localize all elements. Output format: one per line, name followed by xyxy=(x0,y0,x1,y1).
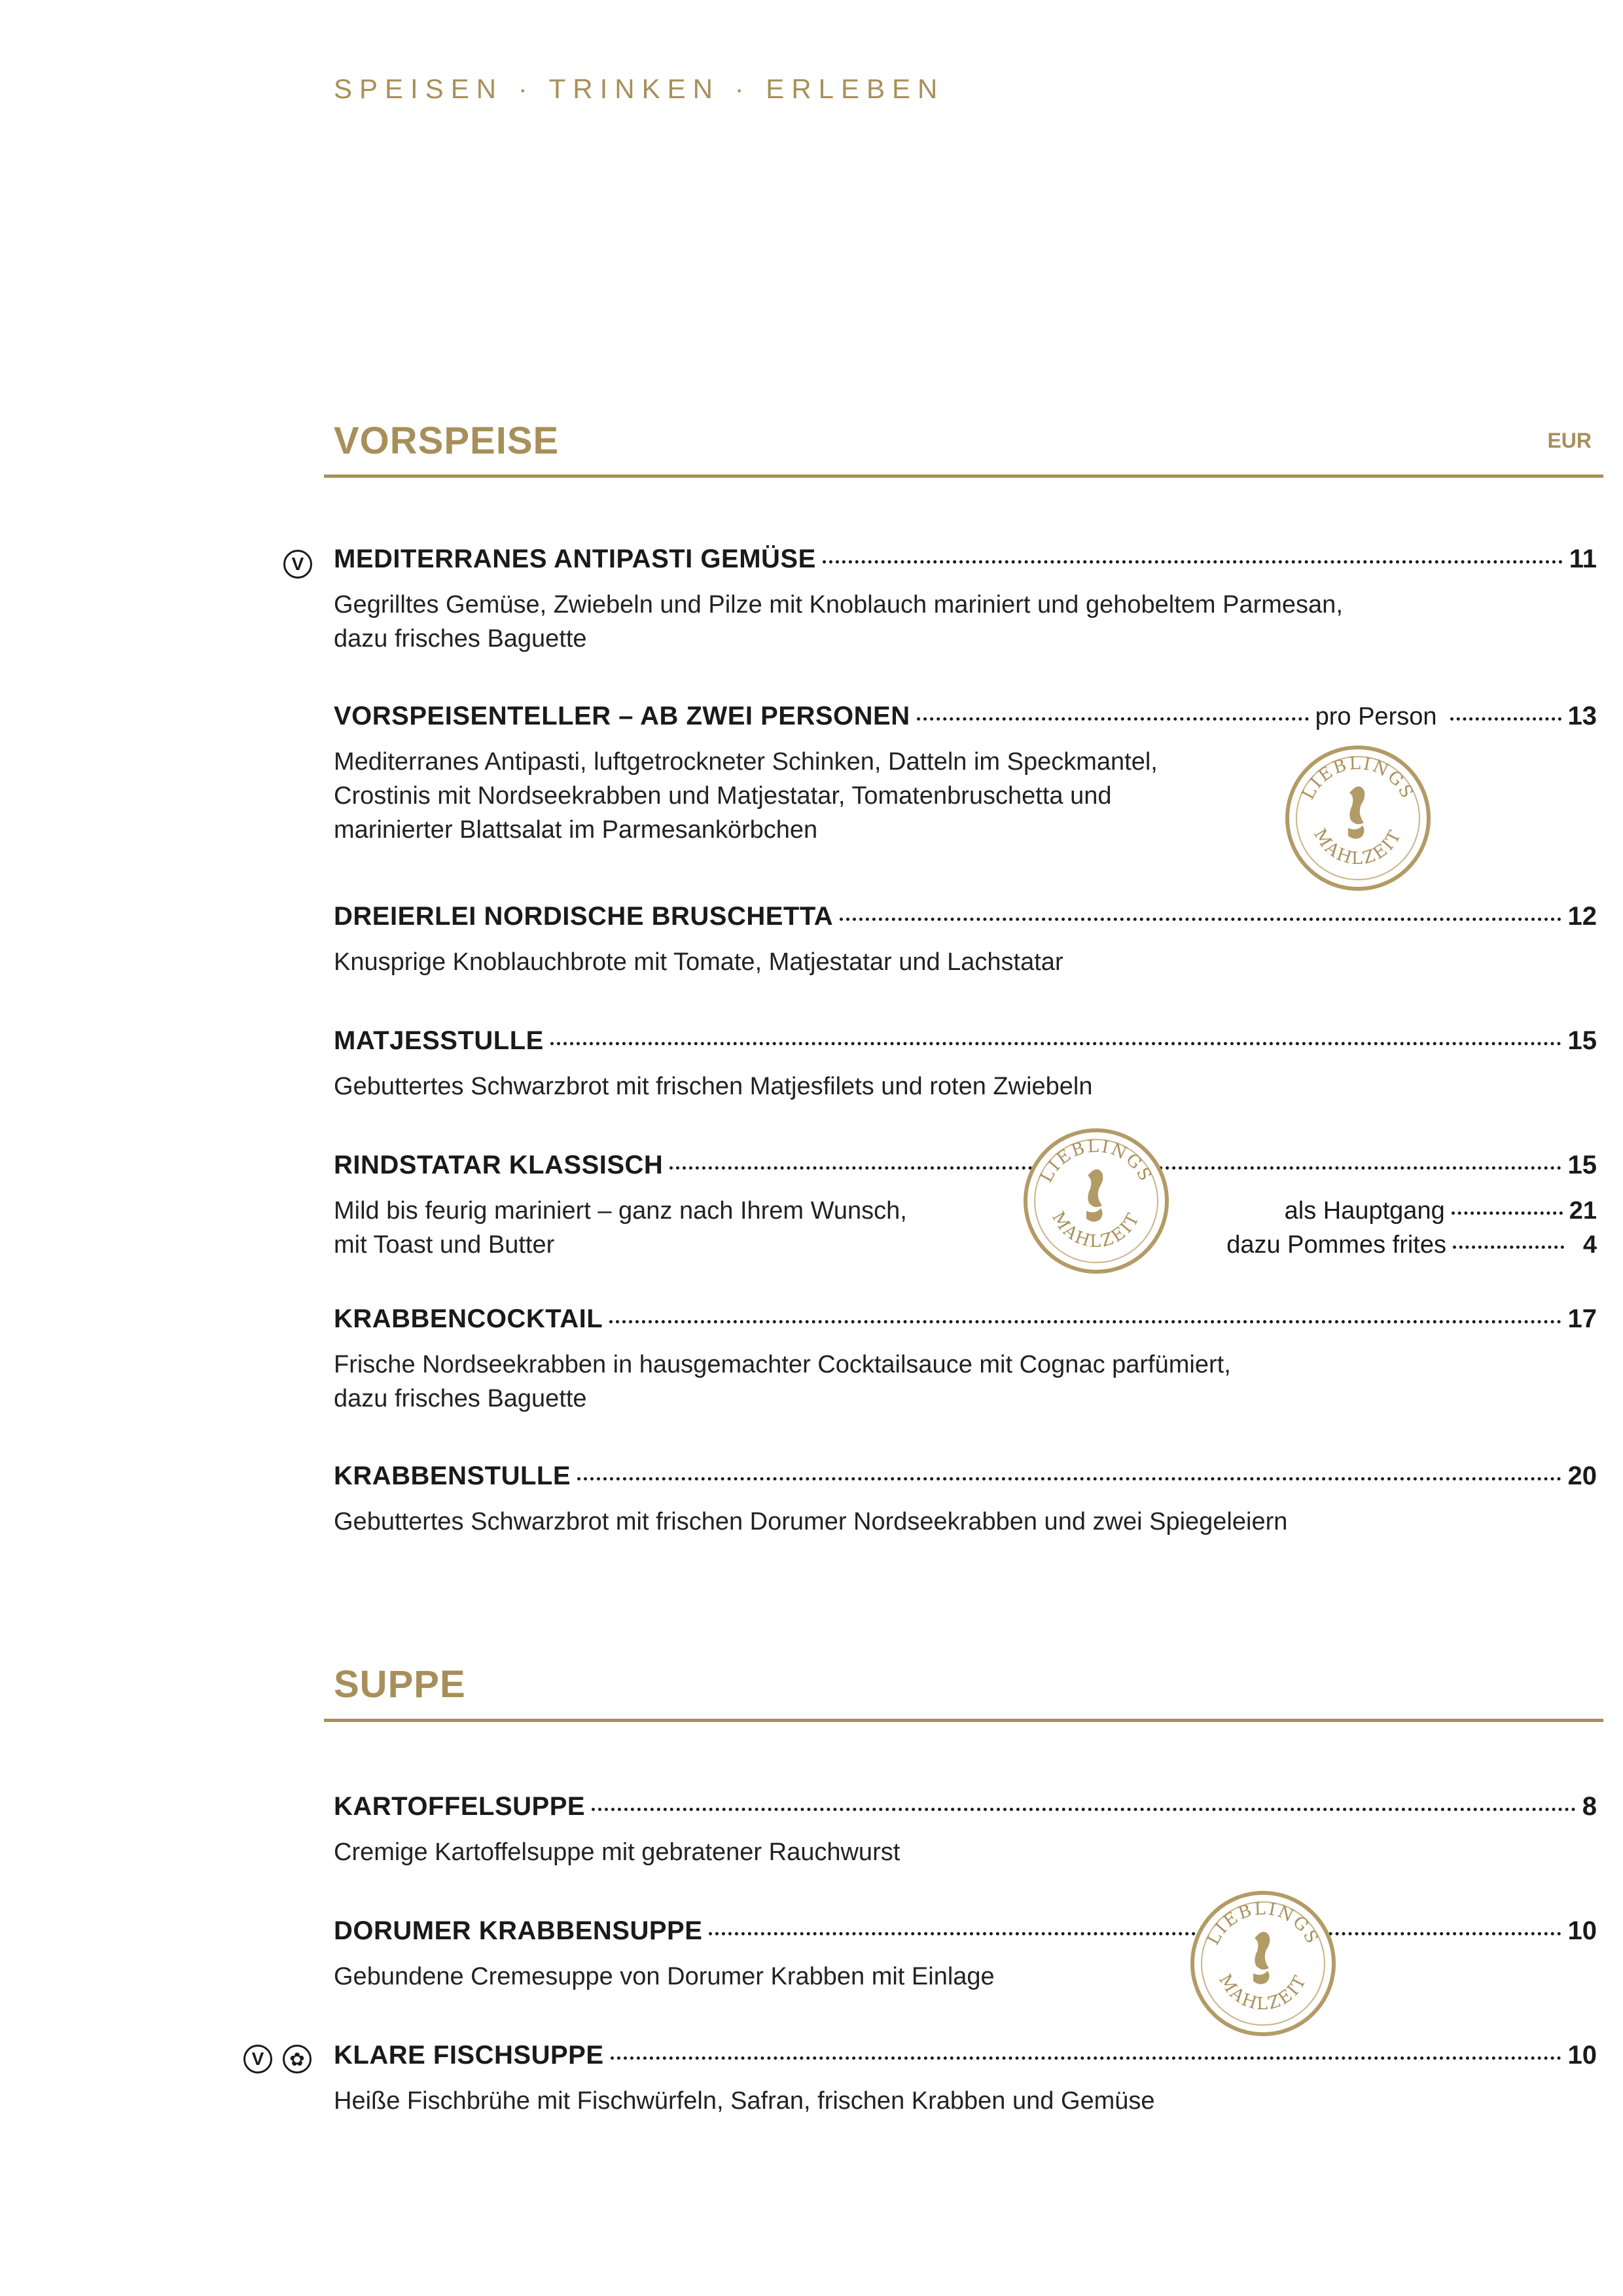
item-description: Cremige Kartoffelsuppe mit gebratener Rauchwurst xyxy=(334,1839,901,1866)
currency-label: EUR xyxy=(1547,429,1592,452)
dot-leader xyxy=(709,1932,1561,1935)
dot-leader xyxy=(577,1477,1561,1480)
dot-leader xyxy=(1453,1246,1564,1249)
svg-text:LIEBLINGS: LIEBLINGS xyxy=(1036,1136,1156,1186)
menu-item xyxy=(334,1026,1597,1103)
item-price: 17 xyxy=(1567,1304,1597,1333)
svg-text:LIEBLINGS: LIEBLINGS xyxy=(1298,753,1418,803)
vegetarian-icon: V xyxy=(243,2045,272,2073)
tagline: SPEISEN · TRINKEN · ERLEBEN xyxy=(334,73,945,104)
svg-text:LIEBLINGS: LIEBLINGS xyxy=(1203,1899,1323,1948)
item-price: 8 xyxy=(1582,1792,1597,1821)
item-description: Frische Nordseekrabben in hausgemachter Cocktailsauce mit Cognac parfümiert, dazu frisches Baguette xyxy=(334,1351,1231,1412)
item-price: 15 xyxy=(1567,1151,1597,1179)
menu-item xyxy=(334,1916,1597,1994)
item-name: VORSPEISENTELLER – AB ZWEI PERSONEN xyxy=(334,702,910,730)
section-divider xyxy=(324,1719,1603,1722)
dot-leader xyxy=(1450,717,1561,721)
option-row xyxy=(1178,1194,1597,1228)
svg-text:MAHLZEIT: MAHLZEIT xyxy=(1048,1208,1145,1252)
dot-leader xyxy=(917,717,1309,721)
dot-leader xyxy=(823,560,1563,564)
option-price: 21 xyxy=(1569,1197,1597,1225)
mermaid-stamp-icon xyxy=(1283,743,1433,893)
item-description: Gebuttertes Schwarzbrot mit frischen Dorumer Nordseekrabben und zwei Spiegeleiern xyxy=(334,1508,1288,1535)
item-description: Heiße Fischbrühe mit Fischwürfeln, Safran, frischen Krabben und Gemüse xyxy=(334,2087,1155,2115)
item-description: Mediterranes Antipasti, luftgetrockneter Schinken, Datteln im Speckmantel, Crostinis mit Nordseekrabben und Matjestatar, Tomatenbruschetta und marinierter Blattsalat im Parmesankörbchen xyxy=(334,748,1158,844)
vegetarian-icon: V xyxy=(283,550,312,579)
item-name: MEDITERRANES ANTIPASTI GEMÜSE xyxy=(334,545,816,573)
item-options xyxy=(1178,1194,1597,1262)
item-sub-label: pro Person xyxy=(1315,703,1437,730)
mermaid-stamp-icon xyxy=(1021,1126,1171,1276)
menu-item xyxy=(334,545,1597,656)
item-description: Mild bis feurig mariniert – ganz nach Ihrem Wunsch, mit Toast und Butter xyxy=(334,1197,907,1259)
item-description: Gebuttertes Schwarzbrot mit frischen Matjesfilets und roten Zwiebeln xyxy=(334,1073,1093,1100)
item-name: KLARE FISCHSUPPE xyxy=(334,2041,604,2070)
item-name: MATJESSTULLE xyxy=(334,1026,544,1055)
item-name: RINDSTATAR KLASSISCH xyxy=(334,1151,664,1179)
item-price: 10 xyxy=(1567,2041,1597,2070)
menu-item xyxy=(334,1462,1597,1539)
dot-leader xyxy=(611,2056,1561,2060)
section-title: VORSPEISE xyxy=(334,420,560,462)
dot-leader xyxy=(840,918,1561,921)
item-description: Gegrilltes Gemüse, Zwiebeln und Pilze mit Knoblauch mariniert und gehobeltem Parmesan, dazu frisches Baguette xyxy=(334,591,1343,653)
option-label: als Hauptgang xyxy=(1284,1197,1445,1225)
menu-item xyxy=(334,1151,1597,1262)
menu-item xyxy=(334,1304,1597,1416)
item-name: KRABBENSTULLE xyxy=(334,1462,571,1490)
menu-item xyxy=(334,2041,1597,2118)
item-name: DREIERLEI NORDISCHE BRUSCHETTA xyxy=(334,902,834,931)
item-price: 20 xyxy=(1567,1462,1597,1490)
item-price: 10 xyxy=(1567,1916,1597,1945)
item-price: 12 xyxy=(1567,902,1597,931)
menu-item xyxy=(334,902,1597,979)
section-title: SUPPE xyxy=(334,1663,466,1706)
option-row xyxy=(1178,1228,1597,1262)
dot-leader xyxy=(1452,1211,1563,1215)
dot-leader xyxy=(550,1042,1561,1045)
item-price: 15 xyxy=(1567,1026,1597,1055)
item-name: KARTOFFELSUPPE xyxy=(334,1792,586,1821)
item-name: DORUMER KRABBENSUPPE xyxy=(334,1916,703,1945)
mermaid-stamp-icon xyxy=(1188,1888,1338,2039)
lactose-free-icon: ✿ xyxy=(283,2045,312,2073)
option-label: dazu Pommes frites xyxy=(1226,1231,1446,1259)
item-description: Knusprige Knoblauchbrote mit Tomate, Matjestatar und Lachstatar xyxy=(334,948,1063,976)
svg-text:MAHLZEIT: MAHLZEIT xyxy=(1310,825,1406,869)
svg-text:MAHLZEIT: MAHLZEIT xyxy=(1215,1971,1311,2015)
item-price: 11 xyxy=(1569,545,1597,573)
item-price: 13 xyxy=(1567,702,1597,730)
section-divider xyxy=(324,475,1603,478)
dot-leader xyxy=(609,1320,1561,1323)
menu-item xyxy=(334,1792,1597,1869)
dot-leader xyxy=(592,1808,1576,1811)
item-description: Gebundene Cremesuppe von Dorumer Krabben mit Einlage xyxy=(334,1963,995,1990)
option-price: 4 xyxy=(1582,1231,1597,1259)
item-name: KRABBENCOCKTAIL xyxy=(334,1304,603,1333)
